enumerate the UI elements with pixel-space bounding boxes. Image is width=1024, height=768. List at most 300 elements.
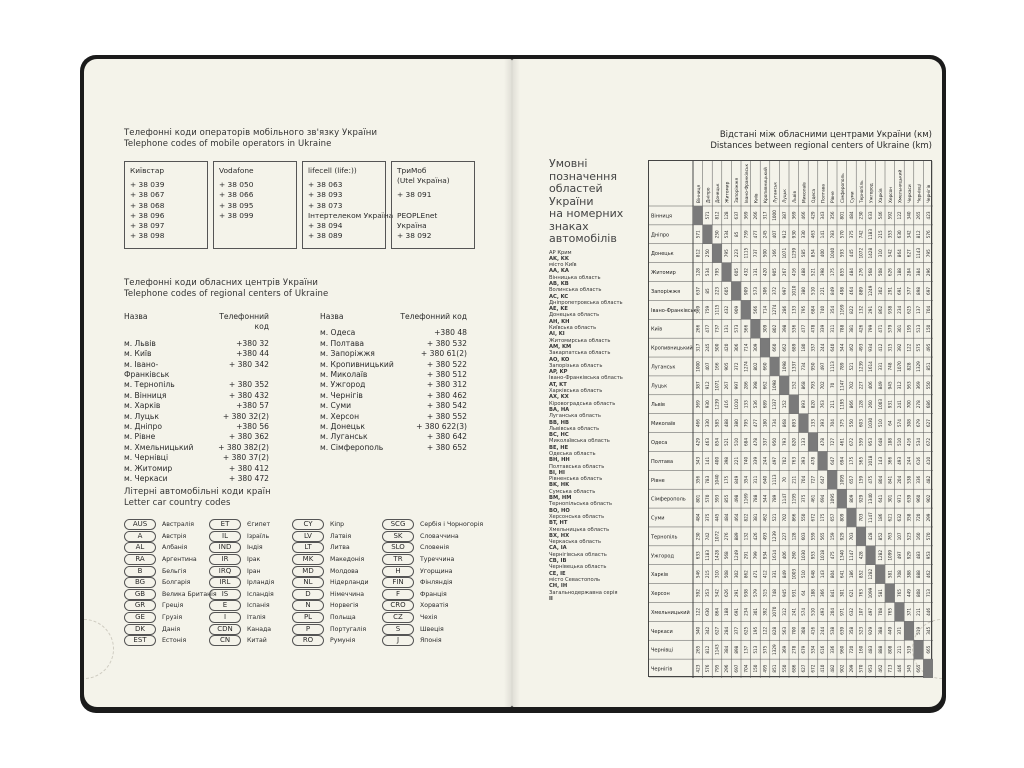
distance-cell: 375 xyxy=(849,230,854,239)
distance-cell: 299 xyxy=(925,513,931,522)
column-city-label: Луцьк xyxy=(783,189,789,203)
distance-cell: 702 xyxy=(820,381,826,390)
distance-cell: 1010 xyxy=(791,285,797,297)
distance-cell: 475 xyxy=(829,551,835,560)
distance-cell: 204 xyxy=(897,475,902,484)
distance-cell: 250 xyxy=(714,230,720,239)
distance-cell: 1098 xyxy=(772,380,778,391)
phone-code: + 380 382(2) xyxy=(218,442,269,452)
operator-code: + 38 093 xyxy=(308,190,343,200)
city-name: м. Одеса xyxy=(320,328,356,338)
city-name: м. Луцьк xyxy=(124,411,159,421)
distance-cell: 423 xyxy=(925,211,931,220)
row-city-label: Хмельницький xyxy=(651,609,690,616)
distance-cell: 420 xyxy=(762,268,768,277)
distance-cell: 971 xyxy=(839,607,845,616)
operator-code: + 38 096 xyxy=(130,210,165,220)
column-city-label: Сімферополь xyxy=(840,173,846,203)
legend-item-text: BX, HX xyxy=(549,532,570,539)
distance-cell: 122 xyxy=(906,343,912,352)
country-plate-code: NL xyxy=(292,577,324,588)
country-plate-code: PL xyxy=(292,612,324,623)
legend-item-text: AX, KX xyxy=(549,394,569,401)
distance-cell: 647 xyxy=(820,475,826,484)
country-plate-code: IS xyxy=(209,589,241,600)
country-code-row xyxy=(292,589,368,601)
diagonal-cell xyxy=(751,319,761,338)
distance-cell: 483 xyxy=(916,551,922,560)
legend-item-text: Херсонська область xyxy=(549,513,605,520)
distance-cell: 574 xyxy=(801,607,806,616)
distance-cell: 221 xyxy=(820,286,826,295)
distance-cell: 570 xyxy=(858,664,864,673)
distance-cell: 1169 xyxy=(743,493,749,504)
table-row xyxy=(124,349,269,359)
country-code-row xyxy=(382,623,483,635)
distance-cell: 1329 xyxy=(772,644,778,656)
distance-cell: 1143 xyxy=(714,644,720,656)
distance-cell: 211 xyxy=(791,475,797,484)
country-plate-code: GR xyxy=(124,600,156,611)
distance-cell: 291 xyxy=(868,305,874,314)
country-name: Велика Британія xyxy=(162,590,217,598)
distance-cell: 428 xyxy=(868,532,874,541)
distance-cell: 934 xyxy=(762,551,768,560)
phone-code: + 380 312 xyxy=(426,380,467,390)
distance-cell: 765 xyxy=(897,589,902,598)
distance-cell: 1147 xyxy=(868,512,874,523)
country-name: Франція xyxy=(420,590,447,598)
distance-cell: 266 xyxy=(753,211,758,220)
distance-cell: 855 xyxy=(724,494,730,503)
column-city-label: Суми xyxy=(850,191,856,203)
distance-cell: 1169 xyxy=(839,304,845,316)
distance-cell: 521 xyxy=(810,268,816,277)
distance-cell: 713 xyxy=(887,664,893,673)
col-name-header: Назва xyxy=(124,312,148,321)
distance-cell: 822 xyxy=(849,305,854,314)
city-name: м. Чернігів xyxy=(320,390,363,400)
distance-cell: 579 xyxy=(753,589,758,598)
distance-cell: 534 xyxy=(916,438,922,446)
distance-cell: 521 xyxy=(772,513,778,522)
distance-cell: 159 xyxy=(829,532,835,541)
countries-title-uk: Літерні автомобільні коди країн xyxy=(124,487,271,497)
legend-item-text: AT, KT xyxy=(549,381,567,388)
distance-cell: 799 xyxy=(753,551,758,560)
operator-name-line: (Utel Україна) xyxy=(397,176,450,186)
legend-item-text: II xyxy=(549,595,553,602)
country-code-column xyxy=(124,519,217,647)
legend-item-text: CB, IB xyxy=(549,558,567,565)
country-plate-code: N xyxy=(292,600,324,611)
distance-cell: 1340 xyxy=(868,493,874,504)
legend-item-text: AB, KB xyxy=(549,280,569,287)
country-code-row xyxy=(292,531,368,543)
country-plate-code: A xyxy=(124,531,156,542)
distance-cell: 581 xyxy=(877,589,883,598)
legend-item-text: AK, KK xyxy=(549,255,569,262)
city-name: м. Дніпро xyxy=(124,422,162,432)
legend-item-text: CA, IA xyxy=(549,545,567,552)
distance-cell: 585 xyxy=(801,249,806,258)
distance-cell: 689 xyxy=(791,343,797,352)
distance-cell: 788 xyxy=(839,324,845,333)
distance-cell: 854 xyxy=(714,438,720,446)
distance-cell: 166 xyxy=(772,249,778,258)
country-code-column xyxy=(292,519,368,647)
distance-cell: 734 xyxy=(801,362,806,371)
country-name: Бельгія xyxy=(162,567,187,575)
legend-item-text: Львівська область xyxy=(549,425,600,432)
country-name: Іспанія xyxy=(247,602,270,610)
distance-cell: 500 xyxy=(762,249,768,258)
distance-cell: 1000 xyxy=(772,210,778,221)
operator-code: + 38 089 xyxy=(308,231,343,241)
distance-cell: 544 xyxy=(839,343,845,352)
distances-title-en: Distances between regional centers of Ukraine (km) xyxy=(710,141,932,151)
country-name: Литва xyxy=(330,544,350,552)
distance-cell: 244 xyxy=(820,626,826,635)
distance-cell: 175 xyxy=(829,268,835,277)
distance-cell: 133 xyxy=(810,419,816,428)
row-city-label: Луганськ xyxy=(651,364,676,371)
diagonal-cell xyxy=(789,395,799,414)
distance-cell: 888 xyxy=(916,570,922,579)
distance-cell: 637 xyxy=(733,211,739,220)
country-plate-code: EST xyxy=(124,635,156,646)
distance-cell: 953 xyxy=(810,551,816,560)
row-city-label: Луцьк xyxy=(651,383,668,390)
legend-item-text: Закарпатська область xyxy=(549,350,611,357)
distance-cell: 849 xyxy=(781,570,787,579)
country-code-row xyxy=(292,612,368,624)
phone-code: + 380 532 xyxy=(426,338,467,348)
diagonal-cell xyxy=(923,659,933,678)
distance-cell: 291 xyxy=(733,589,739,598)
distance-cell: 1337 xyxy=(791,361,797,372)
distance-cell: 576 xyxy=(925,230,931,239)
regional-codes-section xyxy=(124,278,467,484)
distance-cell: 122 xyxy=(897,211,902,220)
distance-cell: 1018 xyxy=(820,549,826,561)
legend-item-text: Донецька область xyxy=(549,312,600,319)
distance-cell: 387 xyxy=(781,211,787,220)
distance-cell: 308 xyxy=(906,419,912,428)
distance-cell: 464 xyxy=(849,286,854,295)
distance-cell: 657 xyxy=(829,513,835,522)
diagonal-cell xyxy=(818,451,828,470)
distance-cell: 64 xyxy=(887,420,893,426)
phone-code: +380 44 xyxy=(236,349,269,359)
diagonal-cell xyxy=(875,565,885,584)
distance-cell: 550 xyxy=(801,513,806,522)
distance-cell: 340 xyxy=(906,211,912,220)
distance-cell: 133 xyxy=(743,400,749,409)
distance-cell: 234 xyxy=(743,607,749,616)
distance-cell: 150 xyxy=(925,324,931,333)
distance-cell: 592 xyxy=(695,589,701,598)
operator-code: + 38 095 xyxy=(219,200,254,210)
col-code-header: Телефонний код xyxy=(219,312,269,332)
table-row xyxy=(320,380,467,390)
distance-cell: 336 xyxy=(829,645,835,654)
row-city-label: Миколаїв xyxy=(651,421,676,428)
distance-cell: 855 xyxy=(839,268,845,277)
country-name: Австрія xyxy=(162,532,187,540)
diagonal-cell xyxy=(885,584,895,603)
distance-cell: 889 xyxy=(858,286,864,295)
distance-cell: 466 xyxy=(695,419,701,428)
distance-cell: 657 xyxy=(849,475,854,484)
city-name: м. Черкаси xyxy=(124,474,168,484)
distance-cell: 1018 xyxy=(868,455,874,467)
distance-cell: 909 xyxy=(743,286,749,295)
distance-cell: 862 xyxy=(743,570,749,579)
country-name: Кіпр xyxy=(330,521,345,529)
country-code-row xyxy=(382,554,483,566)
row-city-label: Херсон xyxy=(651,591,670,598)
distance-cell: 420 xyxy=(724,343,730,352)
country-code-row xyxy=(124,531,217,543)
operator-code: PEOPLEnet xyxy=(397,210,438,220)
distance-cell: 563 xyxy=(781,626,787,635)
country-name: Румунія xyxy=(330,637,356,645)
distance-cell: 763 xyxy=(820,400,826,409)
distance-cell: 493 xyxy=(858,343,864,352)
distance-cell: 107 xyxy=(897,532,902,541)
distance-cell: 704 xyxy=(801,475,806,484)
distance-cell: 1340 xyxy=(839,549,845,561)
operator-box xyxy=(124,161,208,249)
distance-cell: 905 xyxy=(772,268,778,277)
country-code-column xyxy=(382,519,483,647)
distance-cell: 497 xyxy=(868,607,874,616)
distance-cell: 1098 xyxy=(781,361,787,372)
distance-cell: 1099 xyxy=(868,587,874,599)
distance-cell: 299 xyxy=(849,664,854,673)
distance-cell: 343 xyxy=(820,211,826,220)
distance-cell: 727 xyxy=(810,475,816,484)
distance-cell: 260 xyxy=(791,551,797,560)
distance-cell: 343 xyxy=(695,456,701,465)
distance-cell: 510 xyxy=(810,607,816,616)
row-city-label: Івано-Франківськ xyxy=(651,307,697,314)
country-plate-code: SK xyxy=(382,531,414,542)
distance-cell: 278 xyxy=(916,400,922,409)
distance-cell: 534 xyxy=(810,645,816,654)
distance-cell: 284 xyxy=(724,626,730,635)
distance-cell: 812 xyxy=(705,645,710,654)
distance-cell: 550 xyxy=(781,664,787,673)
country-plate-code: CDN xyxy=(209,624,241,635)
row-city-label: Черкаси xyxy=(651,628,673,635)
table-row xyxy=(320,391,467,401)
column-city-label: Херсон xyxy=(888,186,894,203)
country-name: Греція xyxy=(162,602,184,610)
table-row xyxy=(320,401,467,411)
distance-cell: 740 xyxy=(820,305,826,314)
distance-cell: 407 xyxy=(772,230,778,239)
column-city-label: Одеса xyxy=(812,189,817,203)
legend-item-text: Тернопільська область xyxy=(549,501,613,508)
distance-cell: 137 xyxy=(916,305,922,314)
country-code-row xyxy=(124,623,217,635)
distance-cell: 186 xyxy=(849,570,854,579)
distance-cell: 306 xyxy=(733,343,739,352)
distance-cell: 1195 xyxy=(791,493,797,504)
distance-cell: 380 xyxy=(801,286,806,295)
country-code-row xyxy=(382,577,483,589)
distance-cell: 244 xyxy=(906,456,912,465)
distance-cell: 478 xyxy=(810,456,816,465)
distance-cell: 267 xyxy=(781,268,787,277)
country-code-row xyxy=(382,531,483,543)
distance-cell: 132 xyxy=(743,532,749,541)
distance-cell: 339 xyxy=(753,456,758,465)
distance-cell: 221 xyxy=(733,456,739,465)
distance-cell: 662 xyxy=(762,381,768,390)
country-plate-code: IR xyxy=(209,554,241,565)
distance-cell: 369 xyxy=(781,645,787,654)
distance-cell: 544 xyxy=(762,494,768,503)
country-code-row xyxy=(292,542,368,554)
distance-cell: 372 xyxy=(733,362,739,371)
distance-cell: 519 xyxy=(916,626,922,635)
distance-cell: 804 xyxy=(829,570,835,579)
distance-cell: 188 xyxy=(897,268,902,277)
distance-cell: 1614 xyxy=(772,549,778,561)
distance-cell: 632 xyxy=(849,607,854,616)
distance-cell: 227 xyxy=(781,532,787,541)
country-plate-code: CRO xyxy=(382,600,414,611)
country-code-row xyxy=(124,589,217,601)
table-row xyxy=(124,401,269,411)
distance-cell: 576 xyxy=(705,664,710,673)
distance-cell: 1072 xyxy=(714,531,720,542)
legend-item-text: Харківська область xyxy=(549,388,603,395)
distance-cell: 445 xyxy=(714,513,720,522)
distance-cell: 812 xyxy=(695,249,701,258)
distance-cell: 317 xyxy=(762,211,768,220)
distance-cell: 309 xyxy=(762,324,768,333)
row-city-label: Ужгород xyxy=(651,553,674,560)
distance-cell: 802 xyxy=(772,324,778,333)
distance-cell: 306 xyxy=(762,286,768,295)
distance-cell: 330 xyxy=(705,419,710,428)
distance-cell: 542 xyxy=(887,249,893,258)
distance-cell: 513 xyxy=(916,324,922,333)
distance-cell: 809 xyxy=(839,513,845,522)
distance-cell: 1239 xyxy=(714,398,720,410)
diagonal-cell xyxy=(731,282,741,301)
country-plate-code: LT xyxy=(292,542,324,553)
distance-cell: 398 xyxy=(781,324,787,333)
legend-item xyxy=(549,596,649,602)
column-city-label: Миколаїв xyxy=(802,182,808,203)
distance-cell: 660 xyxy=(772,343,778,352)
table-row xyxy=(124,422,269,432)
distance-cell: 929 xyxy=(868,626,874,635)
distance-cell: 432 xyxy=(724,305,730,314)
mobile-title-en: Telephone codes of mobile operators in Ukraine xyxy=(124,139,332,149)
column-city-label: Дніпро xyxy=(706,187,712,203)
distance-cell: 1030 xyxy=(801,549,806,561)
distance-cell: 1195 xyxy=(839,398,845,410)
legend-item-text: CE, IE xyxy=(549,570,566,577)
legend-item-text: місто Київ xyxy=(549,262,577,269)
table-row xyxy=(124,360,269,381)
distance-cell: 498 xyxy=(839,286,845,295)
distance-cell: 132 xyxy=(858,305,864,314)
distance-cell: 898 xyxy=(733,645,739,654)
distance-cell: 862 xyxy=(877,305,883,314)
country-name: Португалія xyxy=(330,625,367,633)
distance-cell: 510 xyxy=(897,438,902,446)
regional-title-uk: Телефонні коди обласних центрів України xyxy=(124,278,318,288)
row-city-label: Полтава xyxy=(651,458,674,465)
country-name: Німеччина xyxy=(330,590,365,598)
distance-cell: 484 xyxy=(849,211,854,220)
distance-cell: 1147 xyxy=(839,380,845,391)
distance-cell: 342 xyxy=(705,626,710,635)
distance-cell: 929 xyxy=(858,494,864,503)
distance-cell: 478 xyxy=(753,438,758,446)
operator-name xyxy=(397,166,469,186)
distance-cell: 356 xyxy=(695,475,701,484)
diary-book xyxy=(80,55,946,713)
distance-cell: 679 xyxy=(801,645,806,654)
legend-item-text: AH, KH xyxy=(549,318,570,325)
distance-cell: 571 xyxy=(705,211,710,220)
distance-cell: 375 xyxy=(801,494,806,503)
country-plate-code: SLO xyxy=(382,542,414,553)
distance-cell: 137 xyxy=(743,645,749,654)
country-plate-code: F xyxy=(382,589,414,600)
distance-cell: 1070 xyxy=(897,361,902,372)
distance-cell: 647 xyxy=(829,456,835,465)
operator-name-line: Vodafone xyxy=(219,166,254,175)
column-city-label: Вінниця xyxy=(696,184,702,203)
legend-item-text: AA, KA xyxy=(549,268,569,275)
distance-cell: 570 xyxy=(839,230,845,239)
legend-items xyxy=(549,250,649,603)
column-city-label: Харків xyxy=(879,188,885,203)
legend-item-text: AP, KP xyxy=(549,369,568,376)
distance-cell: 909 xyxy=(733,305,739,314)
legend-item-text: Вінницька область xyxy=(549,274,601,281)
distance-cell: 1329 xyxy=(916,361,922,372)
country-plate-code: IRL xyxy=(209,577,241,588)
distance-cell: 930 xyxy=(791,230,797,239)
distance-cell: 301 xyxy=(887,494,893,503)
distance-cell: 713 xyxy=(925,589,931,598)
distance-cell: 627 xyxy=(925,419,931,428)
country-plate-code: SCG xyxy=(382,519,414,530)
distance-cell: 70 xyxy=(781,477,787,483)
distance-cell: 462 xyxy=(762,513,768,522)
distance-cell: 143 xyxy=(877,456,883,465)
phone-code: + 380 622(3) xyxy=(416,422,467,432)
table-row xyxy=(124,380,269,390)
distance-cell: 864 xyxy=(714,607,720,616)
distance-cell: 1072 xyxy=(858,247,864,259)
legend-item-text: BA, HA xyxy=(549,406,570,413)
distance-cell: 763 xyxy=(791,456,797,465)
distance-cell: 550 xyxy=(925,381,931,390)
distance-cell: 648 xyxy=(877,438,883,446)
table-row xyxy=(320,412,467,422)
